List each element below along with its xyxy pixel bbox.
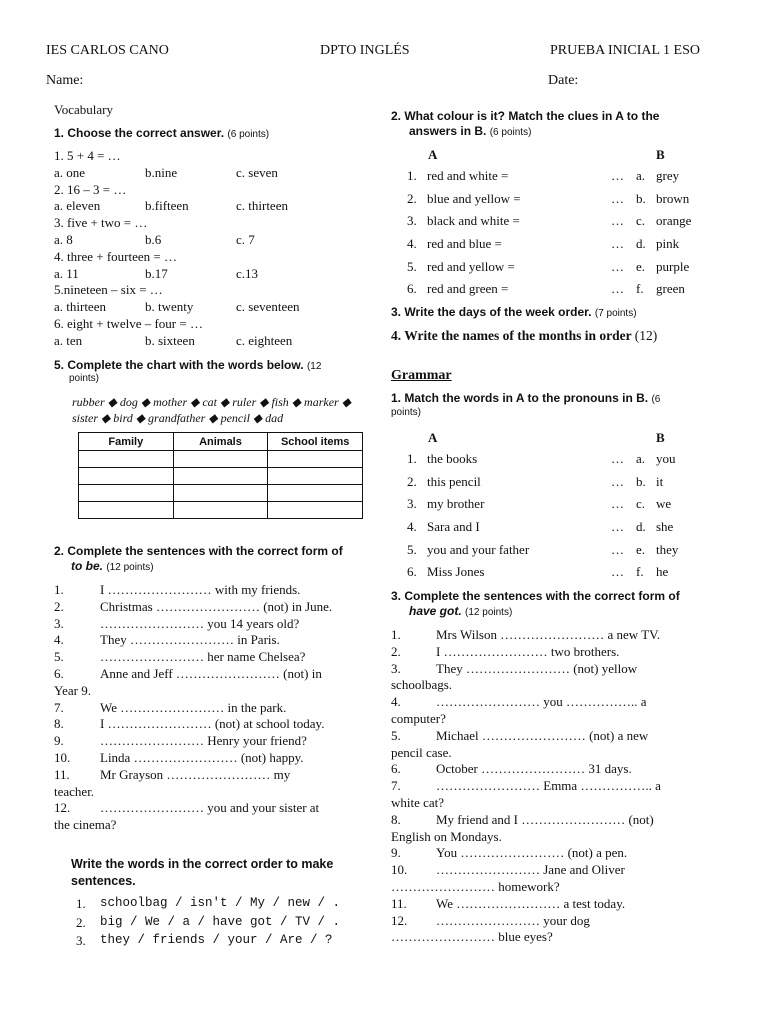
pronoun-answer-blank[interactable]: …: [611, 451, 624, 466]
have-got-sentence: [391, 896, 721, 913]
pronoun-number: 6.: [407, 564, 417, 580]
sentence-text: pencil case.: [391, 744, 452, 760]
colour-clue: red and white =: [427, 168, 509, 183]
q1-option-b: b. sixteen: [145, 332, 195, 348]
sentence-number: 3.: [54, 615, 64, 631]
colour-points: (6 points): [489, 127, 532, 138]
colour-option: green: [656, 281, 685, 297]
pronoun-number: 2.: [407, 473, 417, 489]
chart-header-animals: Animals: [173, 433, 268, 451]
pronoun-title: [391, 391, 660, 405]
q1-option-a: 3. five + two = …: [54, 215, 148, 231]
colour-answer-blank[interactable]: …: [611, 281, 624, 297]
have-got-sentence: [391, 845, 721, 862]
havegot-sentences: [391, 627, 721, 946]
days-title-text: 3. Write the days of the week order.: [391, 305, 592, 319]
sentence-text: …………………… you …………….. a: [436, 694, 647, 710]
department: DPTO INGLÉS: [320, 43, 410, 58]
colour-clue: red and blue =: [427, 236, 502, 252]
chart-cell[interactable]: [173, 451, 268, 468]
colour-letter: f.: [636, 281, 644, 297]
colour-title-cont: [409, 124, 531, 138]
q1-option-a: 5.nineteen – six = …: [54, 282, 163, 298]
have-got-sentence: [391, 728, 721, 745]
order-number: 1.: [76, 896, 86, 911]
sentence-number: 1.: [391, 627, 401, 642]
sentence-text: I …………………… two brothers.: [436, 643, 620, 659]
pronoun-option: they: [656, 541, 679, 557]
sentence-number: 4.: [391, 694, 401, 710]
q5-words-line2: sister ◆ bird ◆ grandfather ◆ pencil ◆ dad: [72, 411, 284, 425]
colour-letter: b.: [636, 190, 646, 206]
chart-header-school-items: School items: [268, 433, 363, 451]
q1-option-a: a. one: [54, 164, 86, 180]
colour-letter: a.: [636, 168, 646, 183]
pronoun-points-cont: points): [391, 407, 422, 418]
sentence-text: Mr Grayson …………………… my: [100, 766, 291, 782]
pronoun-clue: this pencil: [427, 473, 481, 489]
sentence-text: We …………………… a test today.: [436, 895, 626, 911]
to-be-sentence: [54, 750, 374, 767]
colour-number: 5.: [407, 258, 417, 274]
days-points: (7 points): [594, 308, 637, 319]
q1-line: [54, 266, 374, 283]
have-got-sentence: [391, 694, 721, 711]
pronoun-clue: my brother: [427, 496, 485, 512]
order-number: 3.: [76, 933, 86, 948]
chart-cell[interactable]: [79, 468, 174, 485]
pronoun-letter: e.: [636, 541, 646, 557]
colour-number: 2.: [407, 190, 417, 206]
months-title-text: 4. Write the names of the months in order: [391, 328, 632, 343]
pronoun-number: 3.: [407, 496, 417, 512]
q1-line: [54, 148, 374, 165]
sentence-text: white cat?: [391, 794, 445, 810]
sentence-text: You …………………… (not) a pen.: [436, 845, 628, 861]
have-got-sentence: [391, 795, 721, 812]
colour-answer-blank[interactable]: …: [611, 190, 624, 206]
pronoun-row: [407, 496, 707, 519]
chart-cell[interactable]: [268, 502, 363, 519]
q1-answers: [54, 148, 374, 350]
colour-number: 4.: [407, 236, 417, 252]
pronoun-option: it: [656, 473, 664, 489]
colour-row: [407, 259, 707, 282]
sentence-text: Michael …………………… (not) a new: [436, 727, 649, 743]
sentence-number: 8.: [54, 716, 64, 732]
pronoun-answer-blank[interactable]: …: [611, 473, 624, 489]
pronoun-row: [407, 542, 707, 565]
colour-answer-blank[interactable]: …: [611, 168, 624, 183]
havegot-points: (12 points): [465, 607, 513, 618]
have-got-sentence: [391, 862, 721, 879]
q1-option-c: c. seven: [236, 164, 278, 180]
order-title-cont: sentences.: [71, 874, 136, 888]
have-got-sentence: [391, 745, 721, 762]
colour-row: [407, 213, 707, 236]
pronoun-option: he: [656, 564, 669, 580]
colour-row: [407, 236, 707, 259]
sentence-text: …………………… Jane and Oliver: [436, 862, 625, 878]
q1-title: [54, 126, 269, 140]
q1-option-b: b.nine: [145, 164, 178, 180]
chart-cell[interactable]: [79, 502, 174, 519]
q2-left-to-be: to be.: [71, 559, 103, 573]
sentence-number: 10.: [391, 862, 408, 878]
colour-clue: red and green =: [427, 281, 509, 297]
q1-option-a: 4. three + fourteen = …: [54, 248, 177, 264]
grammar-heading: Grammar: [391, 368, 452, 383]
sentence-number: 9.: [54, 733, 64, 749]
q1-line: [54, 182, 374, 199]
pronoun-row: [407, 474, 707, 497]
sentence-text: …………………… Emma …………….. a: [436, 778, 661, 794]
colour-letter: c.: [636, 213, 646, 229]
pronoun-title-text: 1. Match the words in A to the pronouns in B.: [391, 391, 649, 405]
sentence-text: …………………… you and your sister at: [100, 800, 320, 816]
order-words: they / friends / your / Are / ?: [100, 933, 333, 947]
q1-option-c: c. eighteen: [236, 332, 293, 348]
colour-answer-blank[interactable]: …: [611, 213, 624, 229]
colour-option: grey: [656, 168, 680, 183]
vocabulary-heading: Vocabulary: [54, 102, 113, 117]
q2-left-title: 2. Complete the sentences with the correct form of: [54, 544, 343, 558]
chart-cell[interactable]: [79, 485, 174, 502]
have-got-sentence: [391, 644, 721, 661]
pronoun-option: you: [656, 451, 676, 466]
q1-option-a: 1. 5 + 4 = …: [54, 148, 121, 163]
sentence-number: 7.: [391, 778, 401, 794]
pronoun-letter: b.: [636, 473, 646, 489]
sentence-text: English on Mondays.: [391, 828, 502, 844]
colour-col-a: A: [428, 147, 438, 162]
sentence-text: Linda …………………… (not) happy.: [100, 749, 304, 765]
sentence-number: 5.: [391, 727, 401, 743]
colour-letter: e.: [636, 258, 646, 274]
colour-option: pink: [656, 236, 680, 252]
pronoun-letter: c.: [636, 496, 646, 512]
q1-option-b: b.6: [145, 231, 162, 247]
colour-row: [407, 168, 707, 191]
havegot-title: 3. Complete the sentences with the correct form of: [391, 589, 680, 603]
to-be-sentence: [54, 616, 374, 633]
pronoun-clue: you and your father: [427, 541, 530, 557]
days-title: [391, 305, 637, 319]
colour-letter: d.: [636, 236, 646, 252]
colour-option: orange: [656, 213, 692, 229]
to-be-sentence: [54, 733, 374, 750]
pronoun-row: [407, 451, 707, 474]
sentence-number: 1.: [54, 582, 64, 597]
sentence-number: 12.: [54, 800, 71, 816]
colour-option: purple: [656, 258, 690, 274]
order-words: big / We / a / have got / TV / .: [100, 914, 341, 929]
q1-line: [54, 333, 374, 350]
pronoun-option: she: [656, 519, 674, 535]
pronoun-col-a: A: [428, 430, 438, 445]
chart-cell[interactable]: [268, 451, 363, 468]
months-title: [391, 328, 657, 344]
pronoun-option: we: [656, 496, 672, 512]
q5-points-cont: points): [69, 373, 100, 384]
colour-clue: red and yellow =: [427, 258, 515, 274]
test-title: PRUEBA INICIAL 1 ESO: [550, 43, 700, 58]
colour-title-answers: answers in B.: [409, 124, 487, 138]
sentence-text: Year 9.: [54, 682, 91, 698]
q1-points: (6 points): [227, 129, 270, 140]
sentence-text: …………………… your dog: [436, 912, 590, 928]
q5-title-text: 5. Complete the chart with the words below.: [54, 358, 304, 372]
pronoun-answer-blank[interactable]: …: [611, 496, 624, 512]
q1-option-c: c.13: [236, 265, 259, 281]
to-be-sentence: [54, 716, 374, 733]
q5-chart: [78, 432, 363, 519]
order-title: Write the words in the correct order to make: [71, 857, 334, 871]
sentence-number: 9.: [391, 845, 401, 861]
chart-header-family: Family: [79, 433, 174, 451]
have-got-sentence: [391, 913, 721, 930]
q1-line: [54, 215, 374, 232]
sentence-text: teacher.: [54, 783, 95, 799]
have-got-sentence: [391, 627, 721, 644]
date-label: Date:: [548, 73, 579, 88]
sentence-text: …………………… Henry your friend?: [100, 733, 307, 749]
order-number: 2.: [76, 914, 86, 930]
sentence-number: 8.: [391, 811, 401, 827]
pronoun-letter: d.: [636, 519, 646, 535]
to-be-sentence: [54, 700, 374, 717]
sentence-text: I …………………… with my friends.: [100, 582, 301, 597]
q1-option-a: a. ten: [54, 332, 83, 348]
chart-cell[interactable]: [173, 502, 268, 519]
pronoun-number: 5.: [407, 541, 417, 557]
sentence-number: 6.: [54, 665, 64, 681]
colour-number: 6.: [407, 281, 417, 297]
sentence-number: 11.: [391, 895, 407, 911]
colour-number: 1.: [407, 168, 417, 183]
q1-option-a: a. thirteen: [54, 299, 106, 315]
sentence-text: …………………… you 14 years old?: [100, 615, 300, 631]
to-be-sentence: [54, 649, 374, 666]
q5-title: [54, 358, 374, 372]
colour-col-b: B: [656, 147, 665, 162]
pronoun-number: 4.: [407, 519, 417, 535]
q2-left-points: (12 points): [106, 562, 154, 573]
to-be-sentence: [54, 683, 374, 700]
sentence-text: We …………………… in the park.: [100, 699, 287, 715]
pronoun-row: [407, 564, 707, 587]
colour-title: 2. What colour is it? Match the clues in A to the: [391, 109, 660, 123]
chart-cell[interactable]: [79, 451, 174, 468]
q1-option-c: c. 7: [236, 231, 255, 247]
sentence-text: schoolbags.: [391, 677, 453, 693]
sentence-number: 11.: [54, 766, 70, 782]
colour-row: [407, 281, 707, 304]
colour-answer-blank[interactable]: …: [611, 236, 624, 252]
to-be-sentence: [54, 666, 374, 683]
name-label: Name:: [46, 73, 84, 88]
sentence-number: 10.: [54, 749, 71, 765]
months-points: (12): [634, 328, 658, 343]
sentence-text: …………………… homework?: [391, 878, 560, 894]
sentence-text: They …………………… (not) yellow: [436, 660, 638, 676]
q1-option-a: a. 8: [54, 231, 73, 247]
to-be-sentence: [54, 632, 374, 649]
sentence-text: Anne and Jeff …………………… (not) in: [100, 665, 322, 681]
have-got-sentence: [391, 929, 721, 946]
sentence-number: 2.: [54, 598, 64, 614]
pronoun-clue: Sara and I: [427, 519, 480, 535]
sentence-text: My friend and I …………………… (not): [436, 811, 654, 827]
pronoun-clue: Miss Jones: [427, 564, 485, 580]
q1-line: [54, 232, 374, 249]
havegot-have-got: have got.: [409, 604, 462, 618]
q1-option-a: a. eleven: [54, 198, 101, 214]
chart-cell[interactable]: [173, 468, 268, 485]
pronoun-answer-blank[interactable]: …: [611, 541, 624, 557]
sentence-number: 4.: [54, 632, 64, 648]
colour-answer-blank[interactable]: …: [611, 258, 624, 274]
pronoun-letter: a.: [636, 451, 646, 466]
have-got-sentence: [391, 812, 721, 829]
pronoun-points: (6: [651, 394, 661, 405]
chart-cell[interactable]: [268, 485, 363, 502]
to-be-sentence: [54, 817, 374, 834]
q1-option-a: 2. 16 – 3 = …: [54, 181, 127, 197]
pronoun-number: 1.: [407, 451, 417, 466]
q1-line: [54, 198, 374, 215]
sentence-text: I …………………… (not) at school today.: [100, 716, 325, 732]
have-got-sentence: [391, 677, 721, 694]
q1-line: [54, 316, 374, 333]
q5-points: (12: [306, 361, 322, 372]
chart-cell[interactable]: [173, 485, 268, 502]
q1-option-a: 6. eight + twelve – four = …: [54, 315, 203, 331]
sentence-number: 2.: [391, 643, 401, 659]
q1-line: [54, 282, 374, 299]
sentence-number: 3.: [391, 660, 401, 676]
sentence-text: …………………… her name Chelsea?: [100, 649, 306, 665]
school-name: IES CARLOS CANO: [46, 43, 169, 58]
have-got-sentence: [391, 778, 721, 795]
pronoun-letter: f.: [636, 564, 644, 580]
colour-clue: black and white =: [427, 213, 520, 229]
havegot-title-cont: [409, 604, 512, 618]
to-be-sentence: [54, 582, 374, 599]
have-got-sentence: [391, 661, 721, 678]
q1-title-text: 1. Choose the correct answer.: [54, 126, 225, 140]
sentence-text: computer?: [391, 710, 446, 726]
sentence-text: the cinema?: [54, 817, 117, 833]
to-be-sentence: [54, 767, 374, 784]
sentence-text: October …………………… 31 days.: [436, 761, 632, 777]
q1-line: [54, 299, 374, 316]
sentence-number: 7.: [54, 699, 64, 715]
have-got-sentence: [391, 879, 721, 896]
colour-option: brown: [656, 190, 690, 206]
sentence-number: 12.: [391, 912, 408, 928]
sentence-number: 5.: [54, 649, 64, 665]
q1-option-b: b. twenty: [145, 299, 194, 315]
have-got-sentence: [391, 829, 721, 846]
q1-line: [54, 249, 374, 266]
pronoun-answer-blank[interactable]: …: [611, 564, 624, 580]
sentence-text: Christmas …………………… (not) in June.: [100, 598, 333, 614]
q1-option-b: b.17: [145, 265, 168, 281]
q1-line: [54, 165, 374, 182]
q1-option-c: c. thirteen: [236, 198, 288, 214]
have-got-sentence: [391, 711, 721, 728]
pronoun-col-b: B: [656, 430, 665, 445]
q1-option-a: a. 11: [54, 265, 79, 281]
have-got-sentence: [391, 761, 721, 778]
to-be-sentence: [54, 784, 374, 801]
colour-match: [407, 168, 707, 304]
pronoun-match: [407, 451, 707, 587]
to-be-sentence: [54, 800, 374, 817]
chart-cell[interactable]: [268, 468, 363, 485]
pronoun-answer-blank[interactable]: …: [611, 519, 624, 535]
sentence-text: Mrs Wilson …………………… a new TV.: [436, 627, 661, 642]
sentence-text: They …………………… in Paris.: [100, 632, 280, 648]
sentence-text: …………………… blue eyes?: [391, 929, 553, 945]
sentence-number: 6.: [391, 761, 401, 777]
pronoun-clue: the books: [427, 451, 478, 466]
colour-row: [407, 191, 707, 214]
pronoun-row: [407, 519, 707, 542]
q1-option-b: b.fifteen: [145, 198, 189, 214]
order-words: schoolbag / isn't / My / new / .: [100, 896, 341, 910]
q2-left-title-cont: [71, 559, 154, 573]
q2-left-sentences: [54, 582, 374, 834]
colour-clue: blue and yellow =: [427, 190, 521, 206]
q1-option-c: c. seventeen: [236, 299, 300, 315]
to-be-sentence: [54, 599, 374, 616]
colour-number: 3.: [407, 213, 417, 229]
q5-words-line1: rubber ◆ dog ◆ mother ◆ cat ◆ ruler ◆ fish ◆ marker ◆: [72, 395, 351, 409]
